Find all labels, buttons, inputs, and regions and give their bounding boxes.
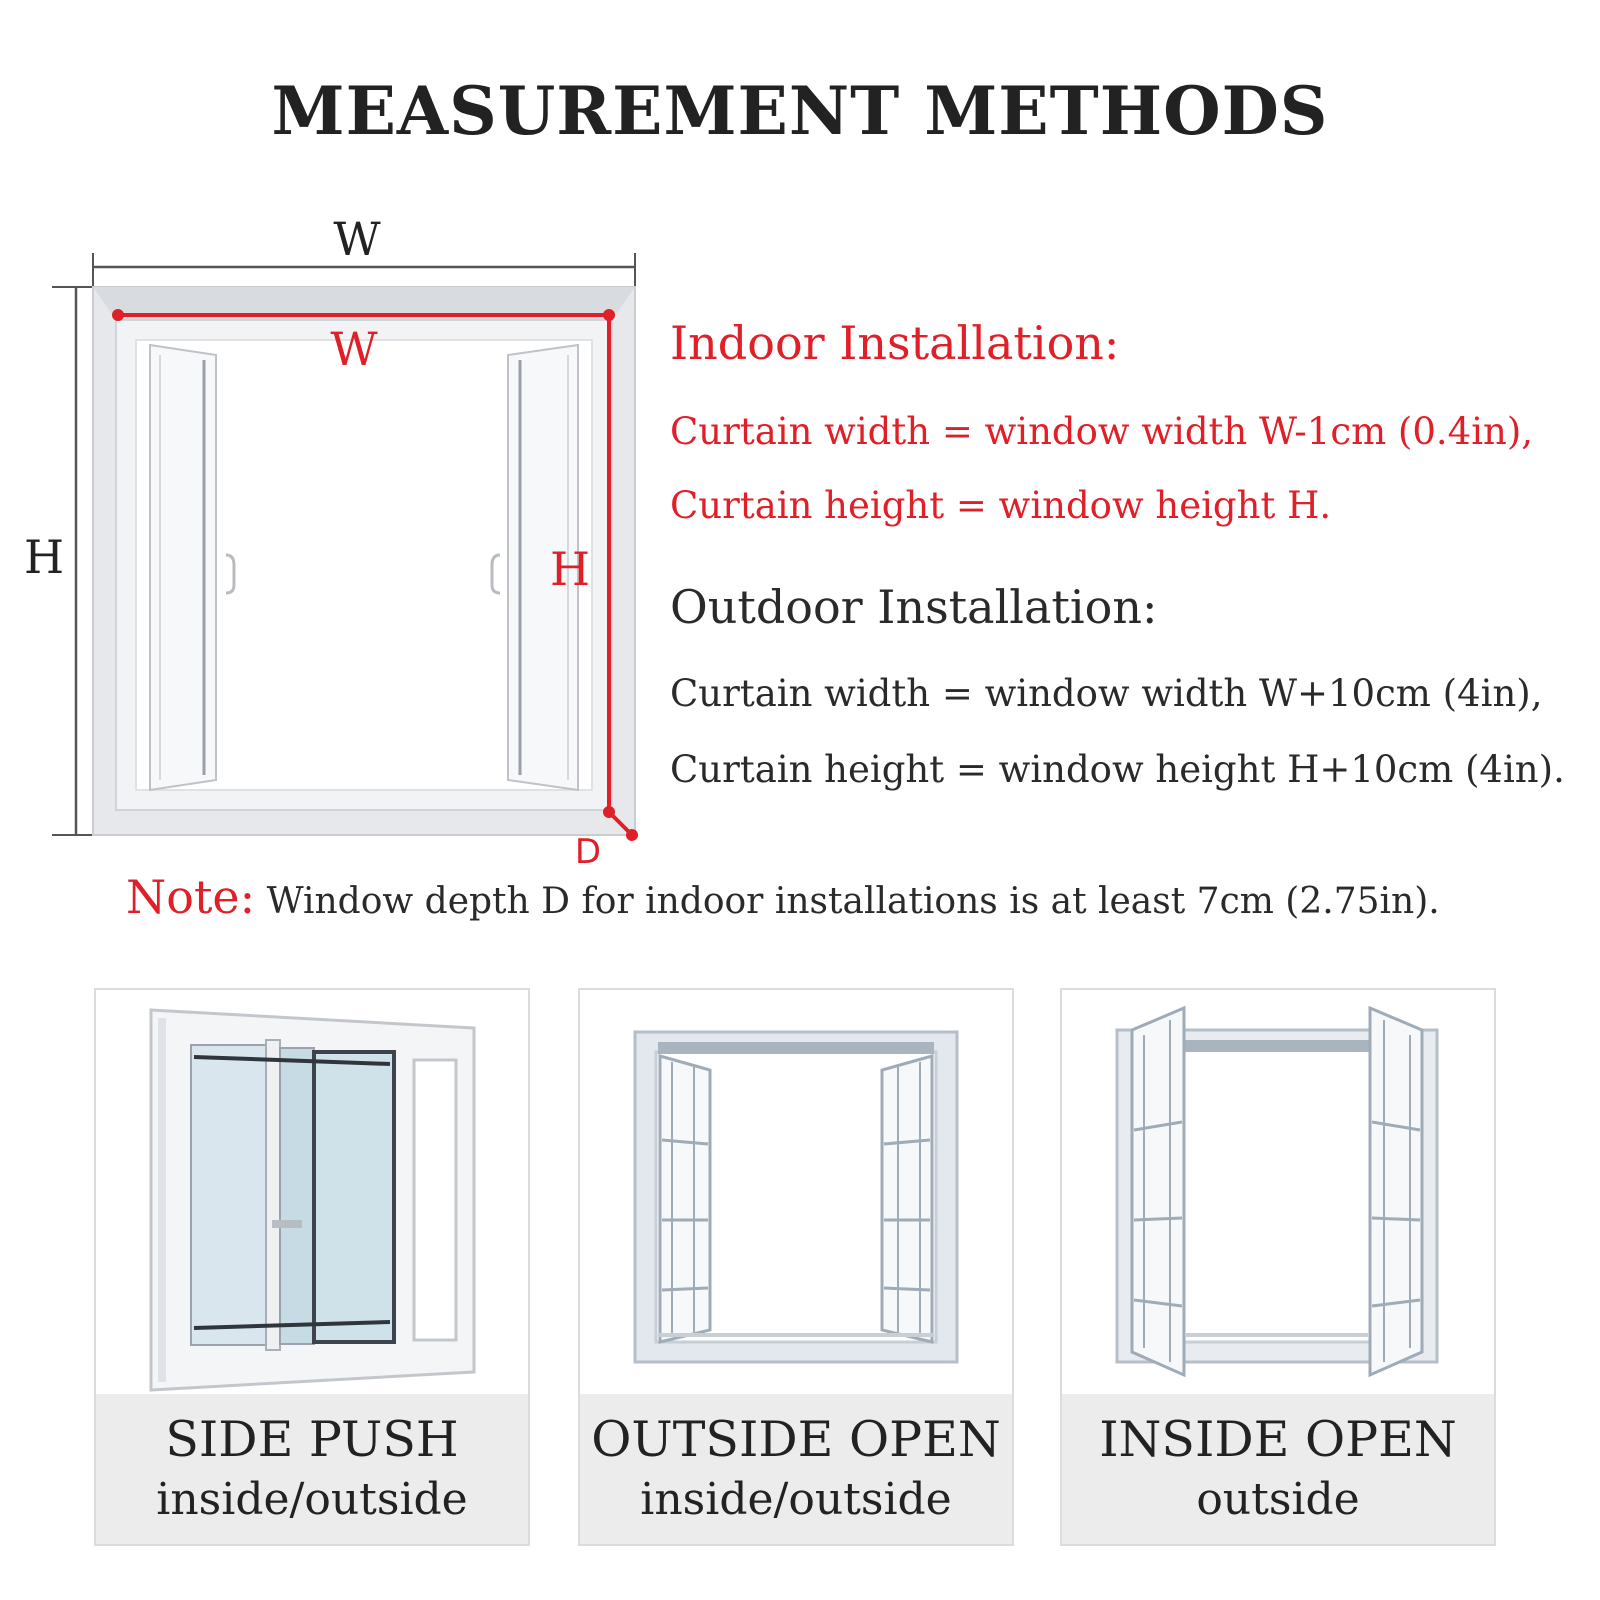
indoor-width-rule: Curtain width = window width W-1cm (0.4in), xyxy=(670,410,1534,453)
outside-open-sub: inside/outside xyxy=(640,1474,952,1525)
indoor-heading: Indoor Installation: xyxy=(670,316,1120,370)
inside-open-window-icon xyxy=(1062,990,1494,1400)
outer-height-label: H xyxy=(23,530,65,584)
inside-open-sub: outside xyxy=(1196,1474,1360,1525)
outdoor-width-rule: Curtain width = window width W+10cm (4in), xyxy=(670,672,1543,715)
side-push-name: SIDE PUSH xyxy=(165,1411,459,1468)
card-side-push xyxy=(94,988,530,1546)
inside-open-name: INSIDE OPEN xyxy=(1099,1411,1457,1468)
inside-open-caption xyxy=(1062,1394,1494,1544)
window-measurement-diagram xyxy=(0,195,660,875)
card-inside-open xyxy=(1060,988,1496,1546)
note-label: Note: xyxy=(126,870,256,924)
inner-width-label: W xyxy=(330,322,378,376)
inner-height-label: H xyxy=(549,542,591,596)
note-text: Window depth D for indoor installations is at least 7cm (2.75in). xyxy=(255,881,1440,922)
outdoor-height-rule: Curtain height = window height H+10cm (4in). xyxy=(670,748,1565,791)
outside-open-window-icon xyxy=(580,990,1012,1400)
depth-label: D xyxy=(574,832,602,872)
outdoor-heading: Outdoor Installation: xyxy=(670,580,1158,634)
side-push-sub: inside/outside xyxy=(156,1474,468,1525)
side-push-caption xyxy=(96,1394,528,1544)
side-push-window-icon xyxy=(96,990,528,1400)
card-outside-open xyxy=(578,988,1014,1546)
outside-open-caption xyxy=(580,1394,1012,1544)
page-title: MEASUREMENT METHODS xyxy=(271,72,1329,150)
outside-open-name: OUTSIDE OPEN xyxy=(591,1411,1001,1468)
indoor-height-rule: Curtain height = window height H. xyxy=(670,484,1332,527)
note xyxy=(126,870,1440,924)
outer-width-label: W xyxy=(333,212,381,266)
